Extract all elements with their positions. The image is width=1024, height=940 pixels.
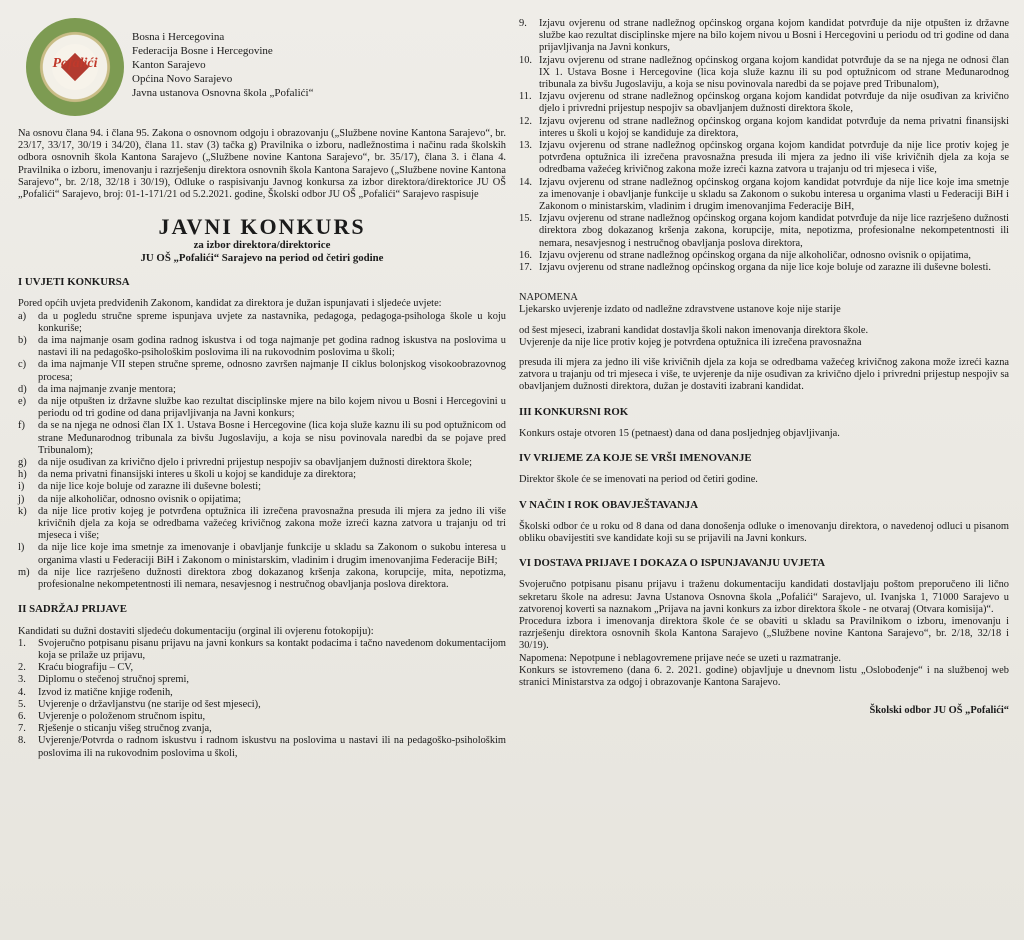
list-marker: c): [18, 359, 27, 371]
list-item: [519, 262, 1009, 274]
list-marker: f): [18, 420, 25, 432]
list-marker: 13.: [519, 140, 532, 152]
section-text: Svojeručno potpisanu pisanu prijavu i traženu dokumentaciju kandidati dostavljaju poštom preporučeno ili lično sekretaru škole na adresu: Javna Ustanova Osnovna škola „Pofalići“ Sarajevo, ul. Ivanjska 1, 71000 Sarajevo u zatvorenoj koverti sa naznakom „Prijava na javni konkurs za izbor direktora škole - ne otvaraj (Otvara komisija)“.: [519, 579, 1009, 615]
list-item: [18, 420, 506, 457]
section-heading: III KONKURSNI ROK: [519, 405, 629, 418]
list-marker: h): [18, 469, 27, 481]
list-marker: 5.: [18, 698, 26, 710]
list-item: [18, 735, 506, 759]
legal-basis-paragraph: Na osnovu člana 94. i člana 95. Zakona o osnovnom odgoju i obrazovanju („Službene novine Kantona Sarajevo“, br. 23/17, 33/17, 30/19 i 34/20), člana 11. stav (3) tačka g) Pravilnika o izboru, nadležnostima i načinu rada školskih odbora osnovnih škola Kantona Sarajevo („Službene novine Kantona Sarajevo“, br. 35/17), člana 3. i člana 4. Pravilnika o izboru, imenovanju i razrješenju direktora osnovnih škola Kantona Sarajevo („Službene novine Kantona Sarajevo“, br. 2/18, 32/18 i 30/19), Odluke o raspisivanju Javnog konkursa za izbor direktora/direktorice JU OŠ „Pofalići“ Sarajevo, broj: 01-1-171/21 od 5.2.2021. godine, Školski odbor JU OŠ „Pofalići“ Sarajevo raspisuje: [18, 128, 506, 201]
list-item: [18, 662, 506, 674]
list-item: [519, 91, 1009, 115]
list-item-text: da nije lice koje boluje od zarazne ili duševne bolesti;: [38, 481, 262, 493]
list-item: [18, 506, 506, 543]
list-item: [18, 542, 506, 566]
section-lead: Pored općih uvjeta predviđenih Zakonom, kandidat za direktora je dužan ispunjavati i sljedeće uvjete:: [18, 298, 442, 310]
list-marker: e): [18, 396, 27, 408]
list-marker: 14.: [519, 176, 532, 188]
list-marker: 8.: [18, 735, 26, 747]
institution-line: Javna ustanova Osnovna škola „Pofalići“: [132, 87, 314, 99]
list-item: [519, 250, 1009, 262]
list-marker: 11.: [519, 91, 532, 103]
section-text: Napomena: Nepotpune i neblagovremene prijave neće se uzeti u razmatranje.: [519, 652, 841, 664]
list-item-text: Izjavu ovjerenu od strane nadležnog općinskog organa kojom kandidat potvrđuje da nije lice protiv kojeg je potvrđena optužnica ili izrečena pravosnažna presuda ili mjera za jedno ili više krivičnih djela za koja se odredbama važećeg krivičnog zakona može izreći kazna zatvora u trajanju od tri mjeseca i više,: [539, 140, 1009, 176]
list-marker: 16.: [519, 249, 532, 261]
note-text: Uvjerenje da nije lice protiv kojeg je potvrđena optužnica ili izrečena pravosnažna: [519, 336, 862, 348]
list-item: [18, 494, 506, 506]
note-text: Ljekarsko uvjerenje izdato od nadležne zdravstvene ustanove koje nije starije: [519, 304, 841, 316]
list-item-text: Izvod iz matične knjige rođenih,: [38, 686, 173, 698]
left-column: [18, 0, 506, 760]
list-marker: 2.: [18, 662, 26, 674]
list-marker: 17.: [519, 262, 532, 274]
list-marker: i): [18, 481, 25, 493]
list-item: [18, 457, 506, 469]
list-marker: k): [18, 505, 27, 517]
conditions-list: [18, 311, 506, 592]
document-subtitle: JU OŠ „Pofalići“ Sarajevo na period od četiri godine: [140, 251, 384, 264]
list-item: [519, 116, 1009, 140]
section-lead: Kandidati su dužni dostaviti sljedeću dokumentaciju (orginal ili ovjerenu fotokopiju):: [18, 625, 374, 637]
institution-line: Bosna i Hercegovina: [132, 31, 225, 43]
document-title: JAVNI KONKURS: [158, 214, 366, 240]
section-text: Procedura izbora i imenovanja direktora škole će se obaviti u skladu sa Pravilnikom o izboru, imenovanju i razrješenju direktora osnovnih škola Kantona Sarajevo („Službene novine Kantona Sarajevo“, br. 2/18, 32/18 i 30/19).: [519, 615, 1009, 652]
list-marker: 10.: [519, 54, 532, 66]
note-text: od šest mjeseci, izabrani kandidat dostavlja školi nakon imenovanja direktora škole.: [519, 324, 869, 336]
list-item-text: da se na njega ne odnosi član IX 1. Ustava Bosne i Hercegovine (lica koja služe kaznu ili su pod optužnicom od strane Međunarodnog tribunala za bivšu Jugoslaviju, a koja se nisu povinovala naredbi da se pojave pred Tribunalom);: [38, 420, 506, 456]
list-item: [18, 723, 506, 735]
signature: Školski odbor JU OŠ „Pofalići“: [869, 705, 1009, 717]
list-item-text: Izjavu ovjerenu od strane nadležnog općinskog organa da nije lice koje boluje od zarazne ili duševne bolesti.: [539, 262, 991, 274]
list-item: [519, 213, 1009, 250]
list-item: [519, 177, 1009, 214]
list-item: [519, 18, 1009, 55]
list-item-text: Rješenje o sticanju višeg stručnog zvanja,: [38, 723, 212, 735]
list-item: [18, 384, 506, 396]
list-item-text: Svojeručno potpisanu pisanu prijavu na javni konkurs sa kontakt podacima i tačno navedenom dokumentacijom koja se prilaže uz prijavu,: [38, 637, 506, 661]
list-item: [18, 687, 506, 699]
list-item-text: da nije alkoholičar, odnosno ovisnik o opijatima;: [38, 493, 242, 505]
list-marker: 9.: [519, 18, 527, 29]
list-item-text: Izjavu ovjerenu od strane nadležnog općinskog organa kojom kandidat potvrđuje da nije lice razrješeno dužnosti direktora zbog dokazanog kršenja zakona, korupcije, mita, nepotizma, profesionalne nekompetentnosti ili nemara, nesavjesnog i nestručnog obavljanja poslova direktora,: [539, 213, 1009, 249]
list-item-text: da nije lice protiv kojeg je potvrđena optužnica ili izrečena pravosnažna presuda ili mjera za jedno ili više krivičnih djela za koja se odredbama važećeg krivičnog zakona može izreći kazna zatvora u trajanju od tri mjeseca i više;: [38, 505, 506, 542]
list-item: [18, 638, 506, 662]
list-item-text: Izjavu ovjerenu od strane nadležnog općinskog organa kojom kandidat potvrđuje da nije otpušten iz državne službe kao rezultat disciplinske mjere na bilo kojem nivou u Bosni i Hercegovini u periodu od tri godine od dana prijavljivanja na Javni konkurs,: [539, 18, 1009, 54]
list-marker: 4.: [18, 686, 26, 698]
list-item-text: da nije osuđivan za krivično djelo i privredni prijestup nespojiv sa obavljanjem dužnosti direktora škole;: [38, 457, 472, 469]
list-item-text: Diplomu o stečenoj stručnoj spremi,: [38, 674, 189, 686]
list-item-text: Izjavu ovjerenu od strane nadležnog općinskog organa kojom kandidat potvrđuje da nije lice koje ima smetnje za imenovanje i obavljanje funkcije u skladu sa Zakonom o sukobu interesa u organima vlasti u Federaciji BiH i Zakonom o ministarskim, vladinim i drugim imenovanjima Federacije BiH,: [539, 176, 1009, 213]
list-item: [18, 711, 506, 723]
list-item-text: da nema privatni finansijski interes u školi u kojoj se kandiduje za direktora;: [38, 469, 356, 481]
list-marker: m): [18, 566, 30, 578]
list-marker: 3.: [18, 674, 26, 686]
list-item-text: Izjavu ovjerenu od strane nadležnog općinskog organa kojom kandidat potvrđuje da nije osuđivan za krivično djelo i privredni prijestup nespojiv sa obavljanjem dužnosti direktora škole,: [539, 91, 1009, 115]
documents-list-continued: [519, 18, 1009, 274]
list-item-text: da ima najmanje osam godina radnog iskustva i od toga najmanje pet godina radnog iskustva na poslovima u nastavi ili na pedagoško-psihološkim poslovima ili na rukovodnim poslovima u školi;: [38, 335, 506, 359]
section-heading: VI DOSTAVA PRIJAVE I DOKAZA O ISPUNJAVANJU UVJETA: [519, 557, 826, 570]
list-item-text: Izjavu ovjerenu od strane nadležnog općinskog organa kojom kandidat potvrđuje da nema privatni finansijski interes u školi u kojoj se kandiduje za direktora,: [539, 115, 1009, 139]
list-item: [18, 481, 506, 493]
document-subtitle: za izbor direktora/direktorice: [193, 239, 331, 252]
list-marker: l): [18, 542, 25, 554]
section-heading: I UVJETI KONKURSA: [18, 276, 130, 289]
section-text: Konkurs ostaje otvoren 15 (petnaest) dana od dana posljednjeg objavljivanja.: [519, 427, 840, 439]
section-heading: V NAČIN I ROK OBAVJEŠTAVANJA: [519, 498, 698, 511]
institution-line: Općina Novo Sarajevo: [132, 73, 233, 85]
list-marker: 15.: [519, 213, 532, 225]
list-marker: g): [18, 457, 27, 469]
list-item: [18, 335, 506, 359]
list-item-text: Uvjerenje o državljanstvu (ne starije od šest mjeseci),: [38, 698, 261, 710]
school-seal-icon: [26, 18, 124, 116]
list-marker: 1.: [18, 637, 26, 649]
list-marker: b): [18, 335, 27, 347]
list-item: [18, 674, 506, 686]
note-text: presuda ili mjera za jedno ili više krivičnih djela za koja se odredbama važećeg krivičnog zakona može izreći kazna zatvora u trajanju od tri mjeseca i više, te uvjerenje da nije osuđivan za krivično djelo i privredni prijestup nespojiv sa obavljanjem dužnosti direktora, dužan je dostaviti izabrani kandidat.: [519, 357, 1009, 393]
documents-list: [18, 638, 506, 760]
section-text: Direktor škole će se imenovati na period od četiri godine.: [519, 474, 758, 486]
seal-text: Pofalići: [52, 56, 98, 71]
list-marker: 6.: [18, 710, 26, 722]
list-item: [519, 140, 1009, 177]
list-marker: 12.: [519, 115, 532, 127]
header: [18, 0, 506, 118]
list-marker: 7.: [18, 723, 26, 735]
list-item-text: da nije lice razrješeno dužnosti direktora zbog dokazanog kršenja zakona, korupcije, mita, nepotizma, profesionalne nekompetentnosti ili nemara, nesavjesnog i nestručnog obavljanja poslova direktora.: [38, 566, 506, 591]
list-marker: j): [18, 493, 25, 505]
list-item-text: Kraću biografiju – CV,: [38, 662, 134, 674]
list-item-text: da u pogledu stručne spreme ispunjava uvjete za nastavnika, pedagoga, pedagoga-psihologa škole u koju konkuriše;: [38, 310, 506, 334]
section-heading: II SADRŽAJ PRIJAVE: [18, 603, 127, 616]
list-item-text: da ima najmanje zvanje mentora;: [38, 383, 176, 395]
list-item-text: Izjavu ovjerenu od strane nadležnog općinskog organa da nije alkoholičar, odnosno ovisnik o opijatima,: [539, 249, 971, 261]
list-marker: d): [18, 383, 27, 395]
institution-line: Federacija Bosne i Hercegovine: [132, 45, 273, 57]
list-item: [18, 311, 506, 335]
list-item-text: Uvjerenje/Potvrda o radnom iskustvu i radnom iskustvu na poslovima u nastavi ili na pedagoško-psihološkim poslovima ili na rukovodnim poslovima u školi,: [38, 735, 506, 759]
list-item: [18, 359, 506, 383]
list-item: [18, 699, 506, 711]
section-text: Školski odbor će u roku od 8 dana od dana donošenja odluke o imenovanju direktora, o navedenoj odluci u pisanom obliku obavijestiti sve kandidate koji su se prijavili na Javni konkurs.: [519, 520, 1009, 544]
section-heading: IV VRIJEME ZA KOJE SE VRŠI IMENOVANJE: [519, 452, 752, 465]
note-heading: NAPOMENA: [519, 292, 578, 304]
list-marker: a): [18, 310, 27, 322]
right-column: [519, 0, 1009, 717]
list-item: [519, 55, 1009, 92]
list-item-text: da ima najmanje VII stepen stručne spreme, odnosno završen najmanje II ciklus bolonjskog visokoobrazovnog procesa;: [38, 359, 506, 383]
list-item: [18, 469, 506, 481]
list-item: [18, 396, 506, 420]
institution-block: [132, 30, 313, 100]
list-item-text: da nije lice koje ima smetnje za imenovanje i obavljanje funkcije u skladu sa Zakonom o sukobu interesa u organima vlasti u Federaciji BiH i Zakonom o ministarskim, vladinim i drugim imenovanjima Federacije BiH;: [38, 542, 506, 566]
list-item-text: Izjavu ovjerenu od strane nadležnog općinskog organa kojom kandidat potvrđuje da se na njega ne odnosi član IX 1. Ustava Bosne i Hercegovine (lica koja služe kaznu ili su pod optužnicom od strane Međunarodnog tribunala za bivšu Jugoslaviju, a koja se nisu povinovala naredbi da se pojave pred Tribunalom),: [539, 54, 1009, 91]
section-text: Konkurs se istovremeno (dana 6. 2. 2021. godine) objavljuje u dnevnom listu „Oslobođenje“ i na službenoj web stranici Ministarstva za odgoj i obrazovanje Kantona Sarajevo.: [519, 664, 1009, 688]
list-item-text: Uvjerenje o položenom stručnom ispitu,: [38, 710, 206, 722]
institution-line: Kanton Sarajevo: [132, 59, 206, 71]
list-item-text: da nije otpušten iz državne službe kao rezultat disciplinske mjere na bilo kojem nivou u Bosni i Hercegovini u periodu od tri godine od dana prijavljivanja na Javni konkurs;: [38, 396, 506, 420]
list-item: [18, 567, 506, 591]
